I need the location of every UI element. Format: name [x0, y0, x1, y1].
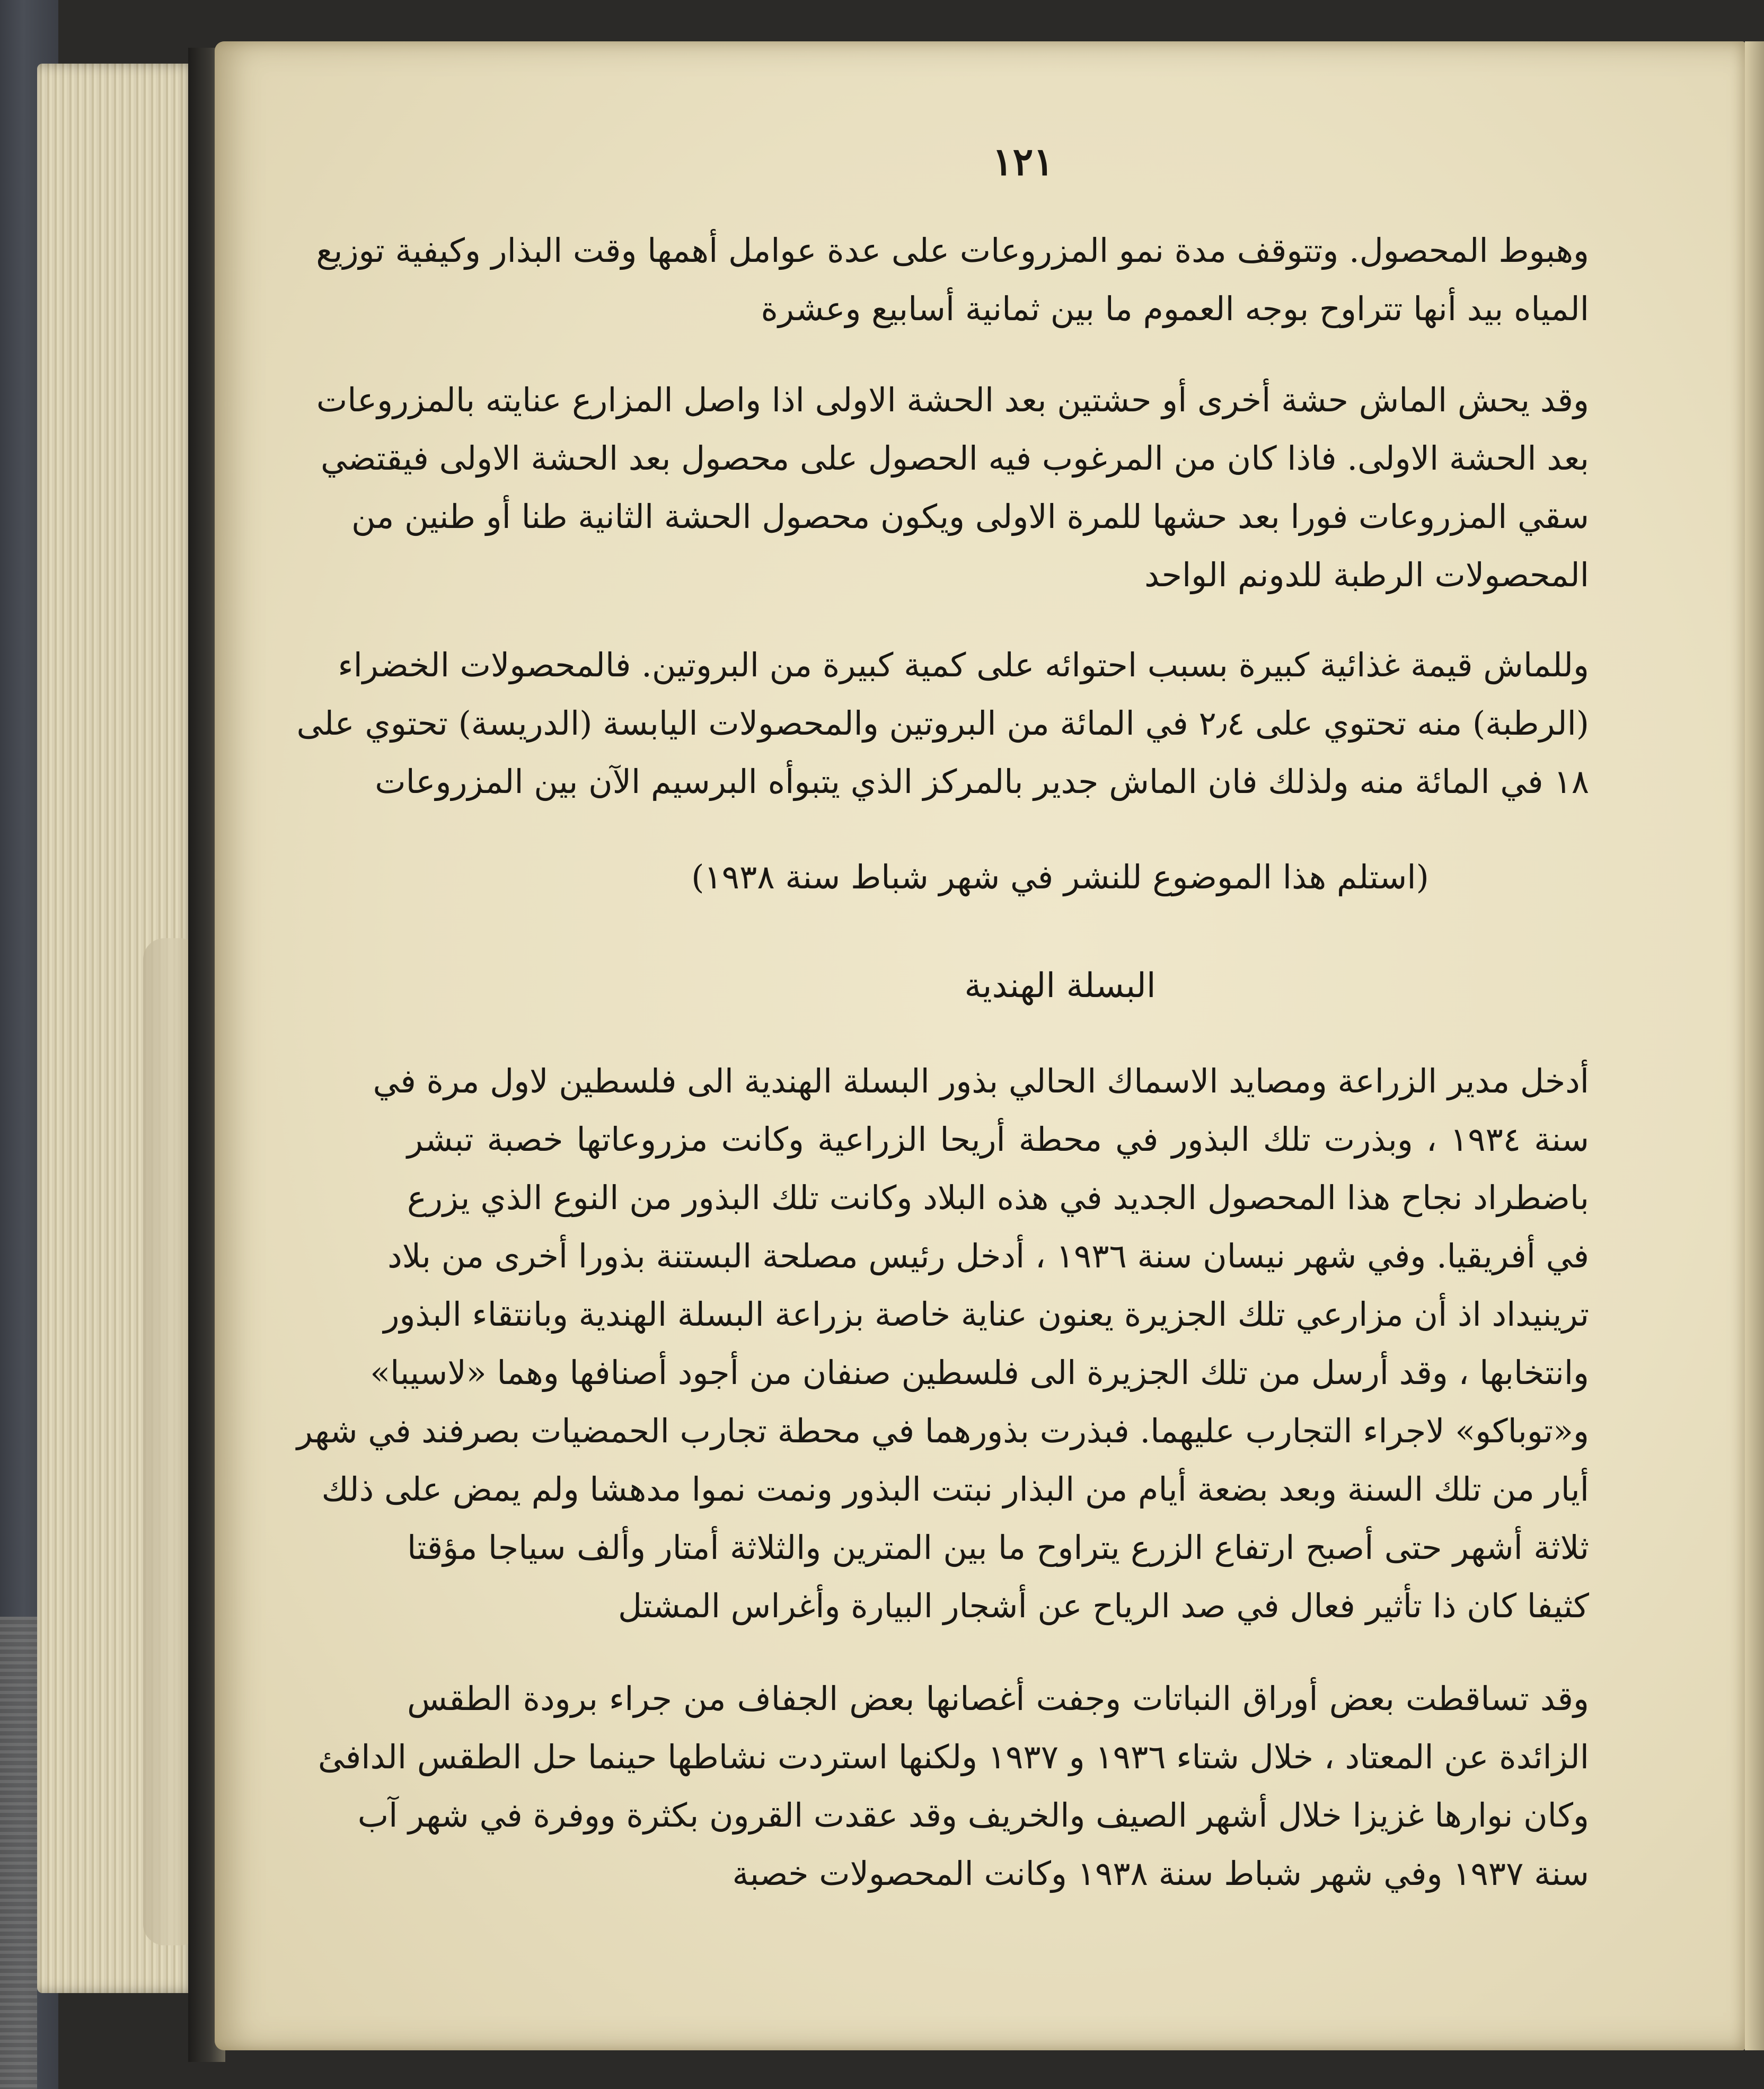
- page-number: ١٢١: [992, 139, 1054, 184]
- text-line: وقد تساقطت بعض أوراق النباتات وجفت أغصانها بعض الجفاف من جراء برودة الطقس: [407, 1679, 1589, 1718]
- text-line: ثلاثة أشهر حتى أصبح ارتفاع الزرع يتراوح ما بين المترين والثلاثة أمتار وألف سياجا مؤقتا: [407, 1528, 1589, 1567]
- text-line: أدخل مدير الزراعة ومصايد الاسماك الحالي بذور البسلة الهندية الى فلسطين لاول مرة في: [373, 1062, 1589, 1100]
- text-line: في أفريقيا. وفي شهر نيسان سنة ١٩٣٦ ، أدخل رئيس مصلحة البستنة بذورا أخرى من بلاد: [387, 1237, 1589, 1275]
- text-line: سنة ١٩٣٤ ، وبذرت تلك البذور في محطة أريحا الزراعية وكانت مزروعاتها خصبة تبشر: [407, 1120, 1590, 1159]
- text-line: بعد الحشة الاولى. فاذا كان من المرغوب فيه الحصول على محصول بعد الحشة الاولى فيقتضي: [321, 439, 1589, 478]
- text-line: المحصولات الرطبة للدونم الواحد: [1144, 556, 1589, 594]
- page-right-edge: [1745, 41, 1764, 2050]
- text-line: كثيفا كان ذا تأثير فعال في صد الرياح عن أشجار البيارة وأغراس المشتل: [618, 1586, 1589, 1625]
- text-line: الزائدة عن المعتاد ، خلال شتاء ١٩٣٦ و ١٩٣٧ ولكنها استردت نشاطها حينما حل الطقس الدافئ: [317, 1738, 1589, 1776]
- left-page-stack: [37, 64, 196, 1993]
- text-line: باضطراد نجاح هذا المحصول الجديد في هذه البلاد وكانت تلك البذور من النوع الذي يزرع: [407, 1178, 1589, 1217]
- text-line: سنة ١٩٣٧ وفي شهر شباط سنة ١٩٣٨ وكانت المحصولات خصبة: [732, 1854, 1589, 1893]
- frayed-cloth-edge: [0, 1617, 37, 2089]
- section-title: البسلة الهندية: [964, 966, 1156, 1006]
- text-line: وانتخابها ، وقد أرسل من تلك الجزيرة الى فلسطين صنفان من أجود أصنافها وهما «لاسيبا»: [370, 1353, 1589, 1392]
- text-line: و«توباكو» لاجراء التجارب عليهما. فبذرت بذورهما في محطة تجارب الحمضيات بصرفند في شهر: [296, 1412, 1589, 1450]
- text-line: سقي المزروعات فورا بعد حشها للمرة الاولى ويكون محصول الحشة الثانية طنا أو طنين من: [351, 497, 1589, 536]
- text-line: وكان نوارها غزيزا خلال أشهر الصيف والخريف وقد عقدت القرون بكثرة ووفرة في شهر آب: [357, 1796, 1589, 1835]
- text-line: أيار من تلك السنة وبعد بضعة أيام من البذار نبتت البذور ونمت نموا مدهشا ولم يمض على ذلك: [321, 1470, 1589, 1509]
- text-line: (الرطبة) منه تحتوي على ٢٫٤ في المائة من البروتين والمحصولات اليابسة (الدريسة) تحتوي على: [296, 704, 1589, 743]
- text-line: المياه بيد أنها تتراوح بوجه العموم ما بين ثمانية أسابيع وعشرة: [761, 289, 1589, 328]
- publication-note: (استلم هذا الموضوع للنشر في شهر شباط سنة ١٩٣٨): [691, 858, 1429, 896]
- text-line: ١٨ في المائة منه ولذلك فان الماش جدير بالمركز الذي يتبوأه البرسيم الآن بين المزروعات: [375, 762, 1589, 801]
- text-line: ترينيداد اذ أن مزارعي تلك الجزيرة يعنون عناية خاصة بزراعة البسلة الهندية وبانتقاء البذور: [383, 1295, 1589, 1334]
- text-line: وقد يحش الماش حشة أخرى أو حشتين بعد الحشة الاولى اذا واصل المزارع عنايته بالمزروعات: [316, 381, 1589, 419]
- text-line: وللماش قيمة غذائية كبيرة بسبب احتوائه على كمية كبيرة من البروتين. فالمحصولات الخضراء: [338, 646, 1589, 684]
- text-line: وهبوط المحصول. وتتوقف مدة نمو المزروعات على عدة عوامل أهمها وقت البذار وكيفية توزيع: [316, 231, 1589, 270]
